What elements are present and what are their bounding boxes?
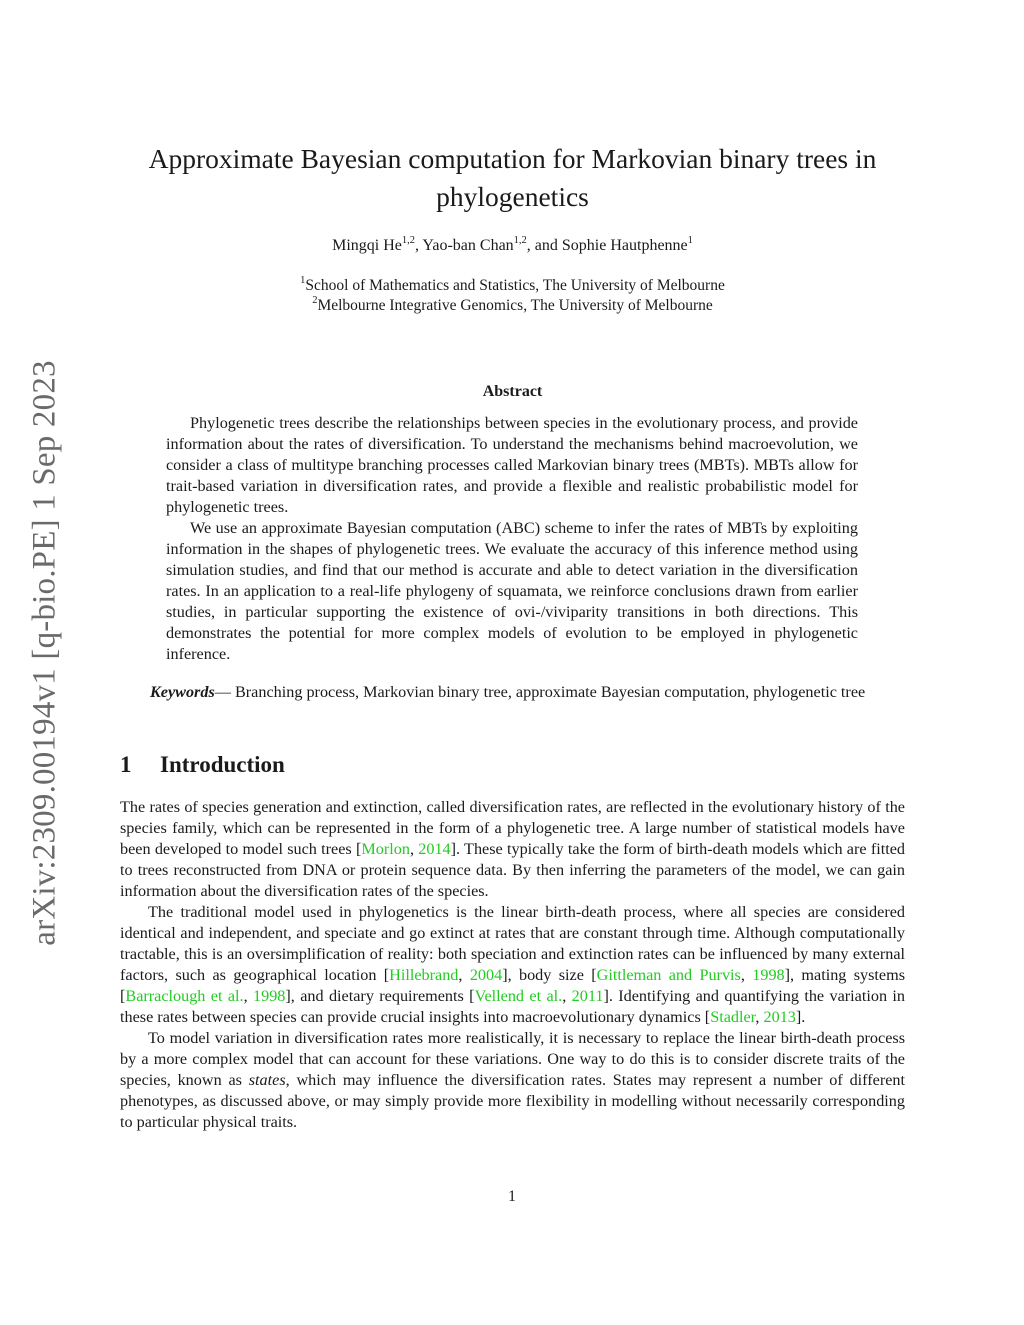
keywords-label: Keywords xyxy=(150,683,215,701)
keywords-text: — Branching process, Markovian binary tree, approximate Bayesian computation, phylogenetic tree xyxy=(214,683,866,701)
author-name: Mingqi He xyxy=(332,237,402,254)
author-name: Yao-ban Chan xyxy=(422,237,514,254)
author-list: Mingqi He$^{1,2}$, Yao-ban Chan$^{1,2}$, and Sophie Hautphenne$^1$ xyxy=(332,234,693,254)
citation-link[interactable]: Gittleman and Purvis xyxy=(596,966,741,984)
emphasis: states xyxy=(248,1071,286,1089)
citation-year-link[interactable]: 2011 xyxy=(571,987,604,1005)
introduction-body xyxy=(120,797,905,1133)
citation-link[interactable]: Vellend et al. xyxy=(474,987,563,1005)
section-title: Introduction xyxy=(160,752,285,777)
citation-link[interactable]: Hillebrand xyxy=(389,966,459,984)
abstract-body xyxy=(166,413,858,665)
citation-link[interactable]: Barraclough et al. xyxy=(125,987,244,1005)
section-heading xyxy=(120,752,285,778)
body-paragraph: The rates of species generation and extinction, called diversification rates, are reflected in the evolutionary history of the species family, which can be represented in the form of a phylogenetic tree. A large number of statistical models have been developed to model such trees [Morlon, 2014]. These typically take the form of birth-death models which are fitted to trees reconstructed from DNA or protein sequence data. By then inferring the parameters of the model, we can gain information about the diversification rates of the species. xyxy=(120,798,906,900)
keywords xyxy=(120,682,905,703)
arxiv-identifier: arXiv:2309.00194v1 [q-bio.PE] 1 Sep 2023 xyxy=(26,359,63,946)
paper-title: Approximate Bayesian computation for Markovian binary trees in phylogenetics xyxy=(148,143,877,212)
body-paragraph: To model variation in diversification rates more realistically, it is necessary to replace the linear birth-death process by a more complex model that can account for these variations. One way to do this is to consider discrete traits of the species, known as states, which may influence the diversification rates. States may represent a number of different phenotypes, as discussed above, or may simply provide more flexibility in modelling without necessarily corresponding to particular physical traits. xyxy=(120,1029,906,1131)
body-paragraph: The traditional model used in phylogenetics is the linear birth-death process, where all species are considered identical and independent, and speciate and go extinct at rates that are constant through time. Although computationally tractable, this is an oversimplification of reality: both speciation and extinction rates can be influenced by many external factors, such as geographical location [Hillebrand, 2004], body size [Gittleman and Purvis, 1998], mating systems [Barraclough et al., 1998], and dietary requirements [Vellend et al., 2011]. Identifying and quantifying the variation in these rates between species can provide crucial insights into macroevolutionary dynamics [Stadler, 2013]. xyxy=(120,903,906,1026)
citation-link[interactable]: Morlon xyxy=(361,840,410,858)
citation-year-link[interactable]: 2004 xyxy=(469,966,503,984)
author-affiliation-mark: 1,2 xyxy=(513,234,527,246)
author-affiliation-mark: 1,2 xyxy=(401,234,415,246)
abstract-paragraph: We use an approximate Bayesian computation (ABC) scheme to infer the rates of MBTs by exploiting information in the shapes of phylogenetic trees. We evaluate the accuracy of this inference method using simulation studies, and find that our method is accurate and able to detect variation in the diversification rates. In an application to a real-life phylogeny of squamata, we reinforce conclusions drawn from earlier studies, in particular supporting the existence of ovi-/viviparity transitions in both directions. This demonstrates the potential for more complex models of evolution to be employed in phylogenetic inference. xyxy=(166,519,858,663)
page-number: 1 xyxy=(508,1188,516,1205)
citation-year-link[interactable]: 1998 xyxy=(253,987,286,1005)
affiliation: $^2$Melbourne Integrative Genomics, The University of Melbourne xyxy=(312,294,713,314)
section-number: 1 xyxy=(120,752,132,777)
citation-year-link[interactable]: 2014 xyxy=(418,840,451,858)
citation-link[interactable]: Stadler xyxy=(710,1008,756,1026)
abstract-paragraph: Phylogenetic trees describe the relationships between species in the evolutionary process, and provide information about the rates of diversification. To understand the mechanisms behind macroevolution, we consider a class of multitype branching processes called Markovian binary trees (MBTs). MBTs allow for trait-based variation in diversification rates, and provide a flexible and realistic probabilistic model for phylogenetic trees. xyxy=(166,414,858,516)
author-affiliation-mark: 1 xyxy=(687,234,693,246)
author-name: Sophie Hautphenne xyxy=(561,237,688,254)
arxiv-identifier-stamp xyxy=(20,350,70,955)
citation-year-link[interactable]: 1998 xyxy=(752,966,785,984)
affiliation-list xyxy=(120,276,905,316)
affiliation: $^1$School of Mathematics and Statistics, The University of Melbourne xyxy=(300,274,725,294)
abstract-heading: Abstract xyxy=(482,383,543,400)
citation-year-link[interactable]: 2013 xyxy=(763,1008,796,1026)
